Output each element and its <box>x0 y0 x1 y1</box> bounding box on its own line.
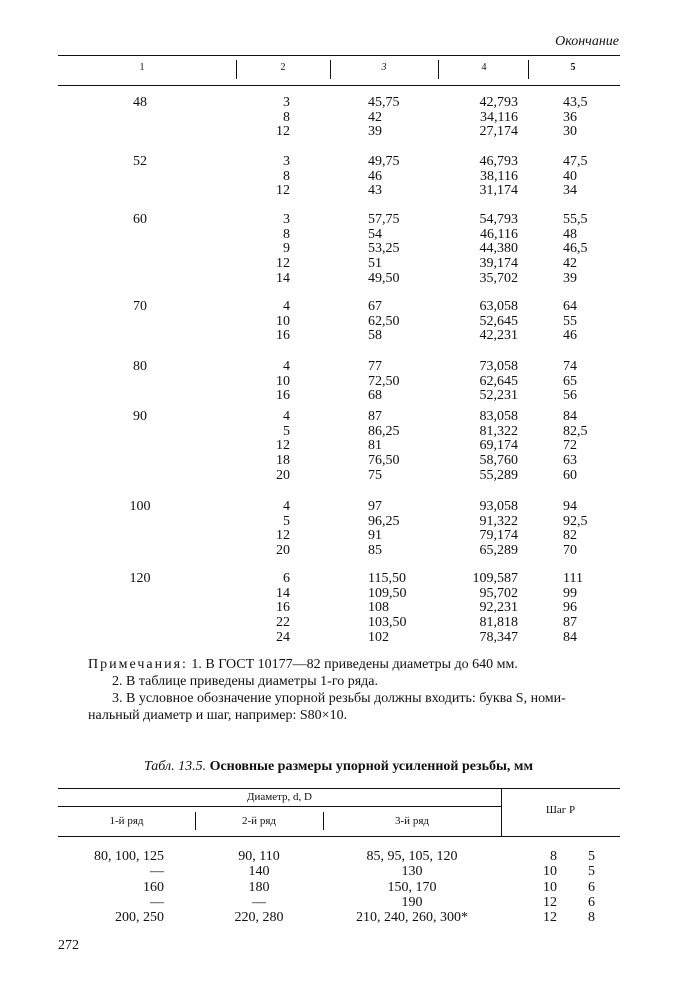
table1-cell-col4: 42,793 <box>479 95 518 110</box>
table2-header-row1: 1-й ряд <box>109 815 144 827</box>
table2-cell-row3: 150, 170 <box>387 879 437 895</box>
table2-cell-row1: 160 <box>143 879 164 895</box>
table1-col-divider <box>330 60 331 79</box>
table1-top-rule <box>58 55 620 56</box>
table2-header-diameter: Диаметр, d, D <box>246 791 312 803</box>
table1-cell-col5: 36 <box>563 109 577 125</box>
table1-cell-col2: 3 <box>283 95 290 110</box>
table1-cell-col2: 4 <box>283 359 290 374</box>
table1-cell-col5: 94 <box>563 499 577 514</box>
table2-cell-step2: 6 <box>588 894 595 910</box>
table1-cell-col5: 48 <box>563 226 577 242</box>
table1-cell-col2: 10 <box>276 373 290 389</box>
table1-cell-col5: 84 <box>563 409 577 424</box>
table1-cell-col3: 75 <box>368 467 382 483</box>
table1-cell-col2: 16 <box>276 600 290 616</box>
table1-diameter: 120 <box>129 571 151 586</box>
table1-cell-col5: 46 <box>563 328 577 344</box>
table1-cell-col4: 91,322 <box>479 513 518 529</box>
table1-cell-col4: 39,174 <box>479 256 518 272</box>
table1-col-divider <box>528 60 529 79</box>
table1-cell-col5: 111 <box>563 571 583 586</box>
table1-cell-col2: 22 <box>276 615 290 631</box>
table1-cell-col4: 52,231 <box>479 388 518 404</box>
table1-cell-col3: 68 <box>368 388 382 404</box>
table2-cell-row1: 200, 250 <box>115 910 164 926</box>
table1-cell-col3: 108 <box>368 600 389 616</box>
table1-cell-col2: 12 <box>276 256 290 272</box>
table1-cell-col4: 81,322 <box>479 423 518 439</box>
table1-cell-col4: 63,058 <box>479 299 518 314</box>
table1-cell-col3: 103,50 <box>368 615 407 631</box>
table1-cell-col2: 12 <box>276 528 290 544</box>
table2-caption-label: Табл. 13.5. <box>144 759 207 774</box>
table1-cell-col4: 54,793 <box>479 212 518 227</box>
table1-cell-col3: 87 <box>368 409 382 424</box>
table1-cell-col4: 31,174 <box>479 183 518 199</box>
table1-cell-col3: 115,50 <box>368 571 406 586</box>
table1-cell-col5: 47,5 <box>563 154 588 169</box>
table1-cell-col2: 12 <box>276 438 290 454</box>
table1-header-1: 1 <box>139 62 145 73</box>
table2-cell-step2: 5 <box>588 849 595 864</box>
table1-cell-col3: 49,50 <box>368 270 400 286</box>
table2-cell-step1: 10 <box>543 864 557 880</box>
table2-cell-step1: 8 <box>550 849 557 864</box>
notes-label: Примечания: <box>88 657 188 672</box>
table2-cell-step1: 10 <box>543 879 557 895</box>
table1-cell-col3: 67 <box>368 299 382 314</box>
table1-col-divider <box>438 60 439 79</box>
table2-cell-row3: 85, 95, 105, 120 <box>366 849 458 864</box>
table1-cell-col2: 5 <box>283 513 290 529</box>
table2-cell-row3: 210, 240, 260, 300* <box>356 910 468 926</box>
notes <box>88 656 628 724</box>
table1-cell-col5: 34 <box>563 183 577 199</box>
table2-cell-row2: — <box>252 894 266 910</box>
table2-header-rule <box>58 836 620 837</box>
table2-cell-row3: 130 <box>401 864 423 880</box>
table2-header-row2: 2-й ряд <box>242 815 276 827</box>
table2-cell-row1: 80, 100, 125 <box>94 849 164 864</box>
table2-header-step: Шаг P <box>545 804 576 816</box>
table1-cell-col5: 64 <box>563 299 577 314</box>
table1-cell-col2: 20 <box>276 543 290 559</box>
table1-cell-col5: 46,5 <box>563 241 588 257</box>
table1-cell-col4: 92,231 <box>479 600 518 616</box>
table1-cell-col5: 70 <box>563 543 577 559</box>
table1-cell-col3: 85 <box>368 543 382 559</box>
note-1: 1. В ГОСТ 10177—82 приведены диаметры до 640 мм. <box>191 657 518 672</box>
table1-diameter: 70 <box>133 299 147 314</box>
table1-cell-col4: 69,174 <box>479 438 518 454</box>
table1-cell-col3: 96,25 <box>368 513 400 529</box>
table1-cell-col4: 44,380 <box>479 241 518 257</box>
table1-cell-col4: 38,116 <box>480 168 518 184</box>
table1-cell-col3: 97 <box>368 499 382 514</box>
table2-cell-row1: — <box>150 864 164 880</box>
table2-caption-text: Основные размеры упорной усиленной резьбы, мм <box>209 759 533 774</box>
table2-caption <box>0 759 677 775</box>
table1-cell-col3: 62,50 <box>368 313 400 329</box>
table1-cell-col3: 54 <box>368 226 382 242</box>
table1-cell-col3: 77 <box>368 359 382 374</box>
table1-cell-col5: 55 <box>563 313 577 329</box>
table1-header-rule <box>58 85 620 86</box>
table1-cell-col5: 42 <box>563 256 577 272</box>
table1-cell-col4: 34,116 <box>480 109 518 125</box>
table1-cell-col4: 73,058 <box>479 359 518 374</box>
table1-cell-col5: 87 <box>563 615 577 631</box>
table1-cell-col3: 76,50 <box>368 453 400 469</box>
table2-cell-step1: 12 <box>543 910 557 926</box>
table2-cell-step2: 5 <box>588 864 595 880</box>
continuation-label: Окончание <box>555 34 619 49</box>
table1-cell-col4: 109,587 <box>472 571 518 586</box>
table1-cell-col3: 45,75 <box>368 95 400 110</box>
table1-cell-col4: 93,058 <box>479 499 518 514</box>
table1-header-5: 5 <box>570 62 576 73</box>
table2-cell-row3: 190 <box>401 894 423 910</box>
table1-cell-col5: 65 <box>563 373 577 389</box>
table1-cell-col3: 72,50 <box>368 373 400 389</box>
table1-cell-col4: 81,818 <box>479 615 518 631</box>
table1-cell-col2: 14 <box>276 270 290 286</box>
table1-cell-col4: 79,174 <box>479 528 518 544</box>
table2-header-row3: 3-й ряд <box>395 815 429 827</box>
table1-diameter: 60 <box>133 212 147 227</box>
table1-cell-col2: 10 <box>276 313 290 329</box>
table1-cell-col2: 3 <box>283 154 290 169</box>
table1-cell-col5: 30 <box>563 124 577 140</box>
table1-cell-col5: 84 <box>563 629 577 645</box>
table2-cell-step2: 8 <box>588 910 595 926</box>
notes-line-1 <box>88 656 628 673</box>
table1-cell-col4: 95,702 <box>479 585 518 601</box>
table1-cell-col4: 46,793 <box>479 154 518 169</box>
table1-cell-col2: 16 <box>276 328 290 344</box>
table1-cell-col5: 55,5 <box>563 212 588 227</box>
table1-cell-col4: 55,289 <box>479 467 518 483</box>
table1-cell-col5: 63 <box>563 453 577 469</box>
table1-cell-col5: 43,5 <box>563 95 588 110</box>
table1-diameter: 80 <box>133 359 147 374</box>
table1-col-divider <box>236 60 237 79</box>
table1-cell-col5: 56 <box>563 388 577 404</box>
table1-cell-col3: 86,25 <box>368 423 400 439</box>
table1-diameter: 48 <box>133 95 147 110</box>
table1-cell-col3: 109,50 <box>368 585 407 601</box>
table1-cell-col2: 9 <box>283 241 290 257</box>
table2-cell-step2: 6 <box>588 879 595 895</box>
page-number: 272 <box>58 938 79 953</box>
table1-diameter: 90 <box>133 409 147 424</box>
table1-cell-col2: 12 <box>276 183 290 199</box>
table2-mid-rule <box>58 806 501 807</box>
table1-cell-col2: 24 <box>276 629 290 645</box>
table1-header-3: 3 <box>381 62 387 73</box>
table1-cell-col3: 43 <box>368 183 382 199</box>
table1-cell-col5: 96 <box>563 600 577 616</box>
table1-header-2: 2 <box>280 62 286 73</box>
table1-cell-col4: 62,645 <box>479 373 518 389</box>
table1-cell-col5: 40 <box>563 168 577 184</box>
table1-diameter: 52 <box>133 154 147 169</box>
table1-cell-col3: 49,75 <box>368 154 400 169</box>
table1-cell-col4: 35,702 <box>479 270 518 286</box>
table1-cell-col4: 42,231 <box>479 328 518 344</box>
table1-cell-col5: 92,5 <box>563 513 588 529</box>
table1-cell-col2: 4 <box>283 299 290 314</box>
table2-cell-row2: 140 <box>248 864 270 880</box>
table1-cell-col5: 60 <box>563 467 577 483</box>
table1-cell-col5: 99 <box>563 585 577 601</box>
table1-cell-col3: 39 <box>368 124 382 140</box>
table1-cell-col4: 58,760 <box>479 453 518 469</box>
table1-cell-col2: 6 <box>283 571 290 586</box>
table2-cell-row2: 180 <box>248 879 270 895</box>
table1-cell-col3: 81 <box>368 438 382 454</box>
table1-cell-col2: 5 <box>283 423 290 439</box>
table1-cell-col3: 51 <box>368 256 382 272</box>
table2-cell-step1: 12 <box>543 894 557 910</box>
table1-cell-col3: 91 <box>368 528 382 544</box>
table1-cell-col5: 39 <box>563 270 577 286</box>
table1-cell-col5: 82,5 <box>563 423 588 439</box>
note-2: 2. В таблице приведены диаметры 1-го ряда. <box>112 674 379 689</box>
table1-cell-col4: 27,174 <box>479 124 518 140</box>
table1-cell-col3: 53,25 <box>368 241 400 257</box>
table1-cell-col2: 8 <box>283 109 290 125</box>
table2-cell-row2: 220, 280 <box>234 910 284 926</box>
table1-cell-col4: 83,058 <box>479 409 518 424</box>
table1-cell-col2: 14 <box>276 585 290 601</box>
table1-cell-col4: 46,116 <box>480 226 518 242</box>
table1-cell-col3: 102 <box>368 629 389 645</box>
table1-cell-col2: 8 <box>283 168 290 184</box>
table2-cell-row2: 90, 110 <box>238 849 280 864</box>
table2-top-rule <box>58 788 620 789</box>
table1-cell-col3: 58 <box>368 328 382 344</box>
table1-cell-col2: 3 <box>283 212 290 227</box>
table1-cell-col2: 4 <box>283 409 290 424</box>
table1-cell-col5: 74 <box>563 359 577 374</box>
table1-cell-col5: 82 <box>563 528 577 544</box>
table1-cell-col2: 18 <box>276 453 290 469</box>
note-3-cont: нальный диаметр и шаг, например: S80×10. <box>88 708 348 723</box>
table2-cell-row1: — <box>150 894 164 910</box>
table1-cell-col3: 42 <box>368 109 382 125</box>
table1-cell-col3: 46 <box>368 168 382 184</box>
table1-cell-col2: 20 <box>276 467 290 483</box>
table1-cell-col2: 12 <box>276 124 290 140</box>
table1-header-4: 4 <box>481 62 487 73</box>
table1-cell-col2: 16 <box>276 388 290 404</box>
note-3: 3. В условное обозначение упорной резьбы должны входить: буква S, номи- <box>112 691 566 706</box>
table1-cell-col5: 72 <box>563 438 577 454</box>
table1-cell-col2: 8 <box>283 226 290 242</box>
table1-cell-col2: 4 <box>283 499 290 514</box>
table1-cell-col4: 65,289 <box>479 543 518 559</box>
table1-diameter: 100 <box>129 499 151 514</box>
table1-cell-col3: 57,75 <box>368 212 400 227</box>
table1-cell-col4: 78,347 <box>479 629 518 645</box>
table1-cell-col4: 52,645 <box>479 313 518 329</box>
